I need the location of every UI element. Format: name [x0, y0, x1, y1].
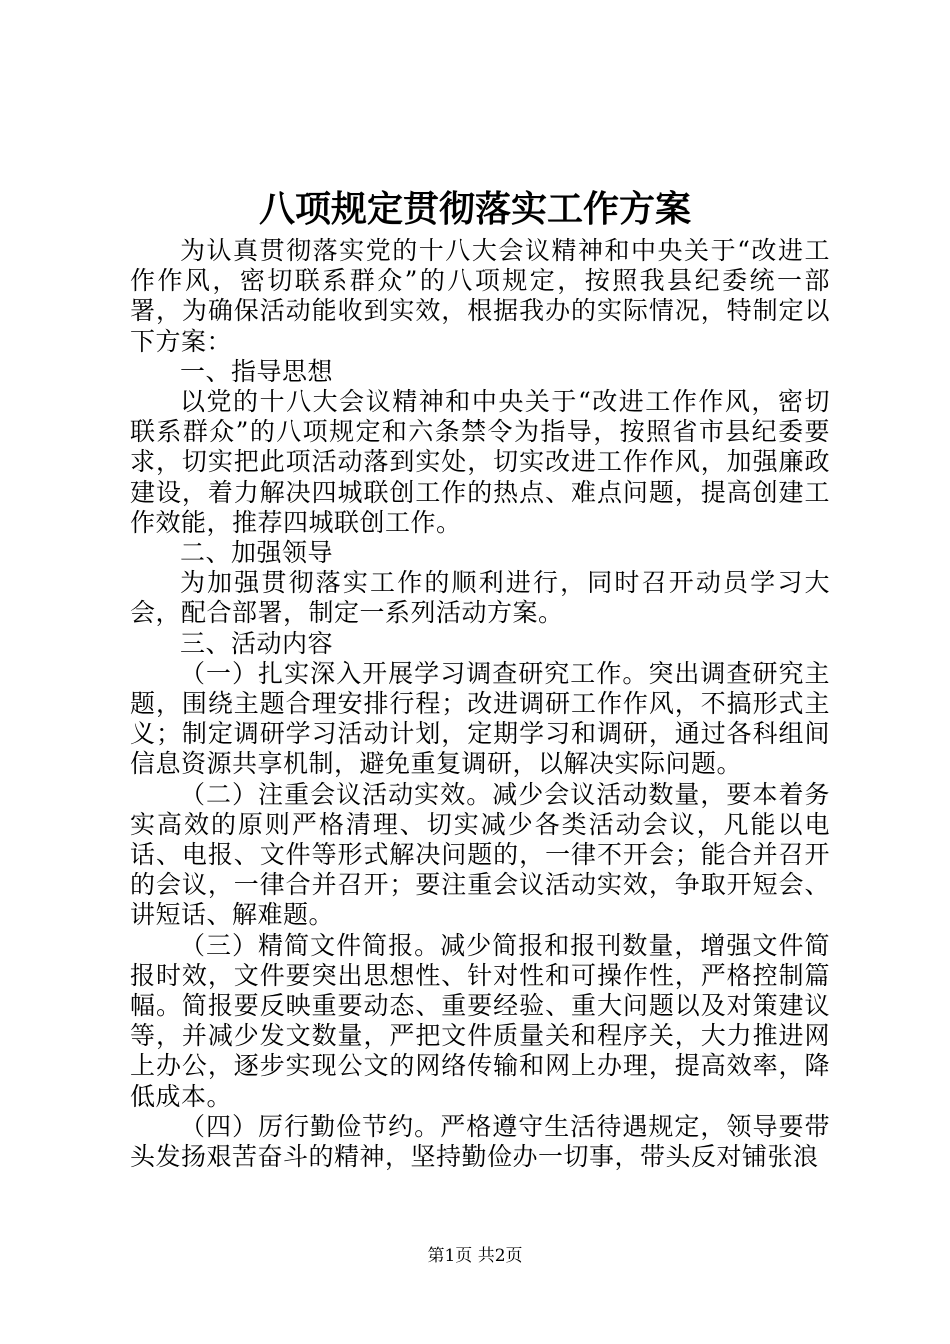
document-title: 八项规定贯彻落实工作方案	[258, 188, 691, 230]
leadership-paragraph: 为加强贯彻落实工作的顺利进行，同时召开动员学习大会，配合部署，制定一系列活动方案。	[130, 568, 830, 628]
activity-item-3: （三）精简文件简报。减少简报和报刊数量，增强文件简报时效，文件要突出思想性、针对性和可操作性，严格控制篇幅。简报要反映重要动态、重要经验、重大问题以及对策建议等，并减少发文数量，严把文件质量关和程序关，大力推进网上办公，逐步实现公文的网络传输和网上办理，提高效率，降低成本。	[130, 930, 830, 1111]
activity-item-2: （二）注重会议活动实效。减少会议活动数量，要本着务实高效的原则严格清理、切实减少各类活动会议，凡能以电话、电报、文件等形式解决问题的，一律不开会；能合并召开的会议，一律合并召开；要注重会议活动实效，争取开短会、讲短话、解难题。	[130, 779, 830, 930]
page-number-footer: 第1页 共2页	[427, 1246, 523, 1266]
document-body	[130, 236, 830, 1172]
activity-item-4: （四）厉行勤俭节约。严格遵守生活待遇规定，领导要带头发扬艰苦奋斗的精神，坚持勤俭办一切事，带头反对铺张浪	[130, 1111, 830, 1172]
section-heading-guiding-thought: 一、指导思想	[180, 356, 334, 386]
section-heading-activities: 三、活动内容	[180, 628, 334, 658]
activity-item-1: （一）扎实深入开展学习调查研究工作。突出调查研究主题，围绕主题合理安排行程；改进调研工作作风，不搞形式主义；制定调研学习活动计划，定期学习和调研，通过各科组间信息资源共享机制，避免重复调研，以解决实际问题。	[130, 658, 830, 779]
guiding-thought-paragraph: 以党的十八大会议精神和中央关于“改进工作作风，密切联系群众”的八项规定和六条禁令为指导，按照省市县纪委要求，切实把此项活动落到实处，切实改进工作作风，加强廉政建设，着力解决四城联创工作的热点、难点问题，提高创建工作效能，推荐四城联创工作。	[130, 387, 830, 537]
intro-paragraph: 为认真贯彻落实党的十八大会议精神和中央关于“改进工作作风，密切联系群众”的八项规定，按照我县纪委统一部署，为确保活动能收到实效，根据我办的实际情况，特制定以下方案：	[130, 236, 830, 356]
section-heading-leadership: 二、加强领导	[180, 538, 334, 568]
